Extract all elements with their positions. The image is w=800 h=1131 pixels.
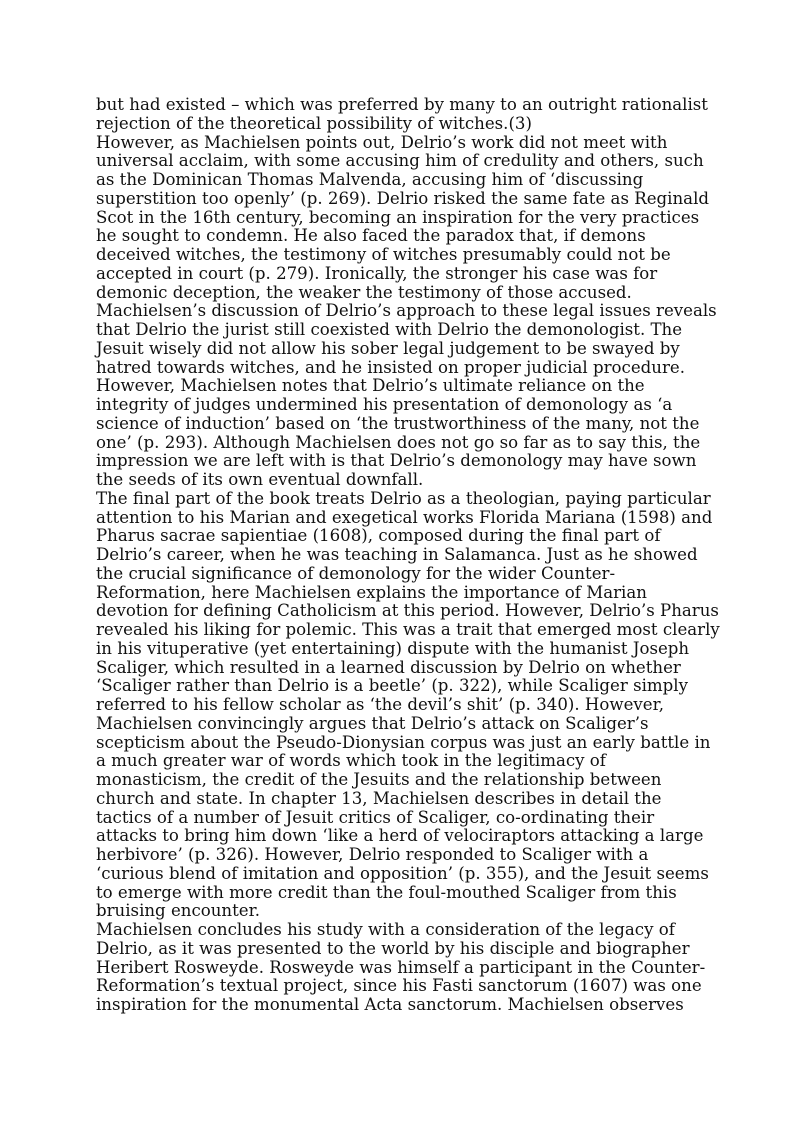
text-line: a much greater war of words which took in the legitimacy of: [96, 751, 606, 771]
text-line: inspiration for the monumental Acta sanctorum. Machielsen observes: [96, 995, 684, 1014]
text-line: he sought to condemn. He also faced the paradox that, if demons: [96, 226, 646, 246]
text-line: the crucial significance of demonology for the wider Counter-: [96, 563, 616, 583]
text-line: The final part of the book treats Delrio as a theologian, paying particular: [96, 488, 711, 508]
text-line: Machielsen’s discussion of Delrio’s approach to these legal issues reveals: [96, 301, 717, 321]
text-line: Reformation’s textual project, since his Fasti sanctorum (1607) was one: [96, 976, 702, 996]
text-line: but had existed – which was preferred by many to an outright rationalist: [96, 95, 708, 114]
text-line: science of induction’ based on ‘the trustworthiness of the many, not the: [96, 413, 700, 433]
text-line: Scot in the 16th century, becoming an inspiration for the very practices: [96, 207, 700, 227]
text-line: hatred towards witches, and he insisted on proper judicial procedure.: [96, 357, 685, 377]
text-line: universal acclaim, with some accusing him of credulity and others, such: [96, 151, 704, 171]
text-line: monasticism, the credit of the Jesuits and the relationship between: [96, 770, 662, 789]
text-line: demonic deception, the weaker the testimony of those accused.: [96, 282, 632, 302]
text-line: in his vituperative (yet entertaining) dispute with the humanist Joseph: [96, 638, 690, 658]
text-line: that Delrio the jurist still coexisted with Delrio the demonologist. The: [96, 320, 683, 339]
text-line: integrity of judges undermined his presentation of demonology as ‘a: [96, 395, 673, 414]
text-line: as the Dominican Thomas Malvenda, accusing him of ‘discussing: [96, 170, 644, 189]
text-line: deceived witches, the testimony of witches presumably could not be: [96, 245, 671, 264]
text-line: superstition too openly’ (p. 269). Delrio risked the same fate as Reginald: [96, 188, 709, 208]
text-line: However, as Machielsen points out, Delrio’s work did not meet with: [96, 132, 668, 152]
text-line: Reformation, here Machielsen explains the importance of Marian: [96, 582, 647, 602]
text-line: tactics of a number of Jesuit critics of Scaliger, co-ordinating their: [96, 807, 655, 827]
text-line: attention to his Marian and exegetical works Florida Mariana (1598) and: [96, 507, 713, 527]
text-line: accepted in court (p. 279). Ironically, the stronger his case was for: [96, 263, 658, 283]
text-line: one’ (p. 293). Although Machielsen does not go so far as to say this, the: [96, 432, 701, 452]
text-line: ‘curious blend of imitation and opposition’ (p. 355), and the Jesuit seems: [96, 863, 709, 883]
text-line: revealed his liking for polemic. This was a trait that emerged most clearly: [96, 620, 720, 639]
text-line: Delrio, as it was presented to the world by his disciple and biographer: [96, 938, 690, 958]
text-line: devotion for defining Catholicism at this period. However, Delrio’s Pharus: [96, 601, 719, 621]
text-line: Machielsen concludes his study with a consideration of the legacy of: [96, 920, 675, 939]
text-line: Scaliger, which resulted in a learned discussion by Delrio on whether: [96, 657, 681, 677]
text-line: herbivore’ (p. 326). However, Delrio responded to Scaliger with a: [96, 845, 649, 864]
text-line: attacks to bring him down ‘like a herd of velociraptors attacking a large: [96, 826, 704, 846]
body-text: [96, 95, 720, 1015]
text-line: referred to his fellow scholar as ‘the devil’s shit’ (p. 340). However,: [96, 695, 664, 714]
text-line: Jesuit wisely did not allow his sober legal judgement to be swayed by: [96, 338, 680, 358]
text-line: Machielsen convincingly argues that Delrio’s attack on Scaliger’s: [96, 713, 649, 733]
text-line: to emerge with more credit than the foul-mouthed Scaliger from this: [96, 882, 677, 902]
text-line: However, Machielsen notes that Delrio’s ultimate reliance on the: [96, 376, 645, 396]
text-line: bruising encounter.: [96, 901, 260, 921]
text-line: Delrio’s career, when he was teaching in Salamanca. Just as he showed: [96, 545, 698, 564]
text-line: Heribert Rosweyde. Rosweyde was himself a participant in the Counter-: [96, 957, 706, 977]
text-line: ‘Scaliger rather than Delrio is a beetle’ (p. 322), while Scaliger simply: [96, 676, 688, 696]
text-line: scepticism about the Pseudo-Dionysian corpus was just an early battle in: [96, 732, 711, 752]
text-line: rejection of the theoretical possibility of witches.(3): [96, 113, 532, 133]
text-line: the seeds of its own eventual downfall.: [96, 470, 424, 489]
text-line: church and state. In chapter 13, Machielsen describes in detail the: [96, 788, 662, 808]
text-line: Pharus sacrae sapientiae (1608), composed during the final part of: [96, 526, 661, 546]
text-line: impression we are left with is that Delrio’s demonology may have sown: [96, 451, 697, 471]
